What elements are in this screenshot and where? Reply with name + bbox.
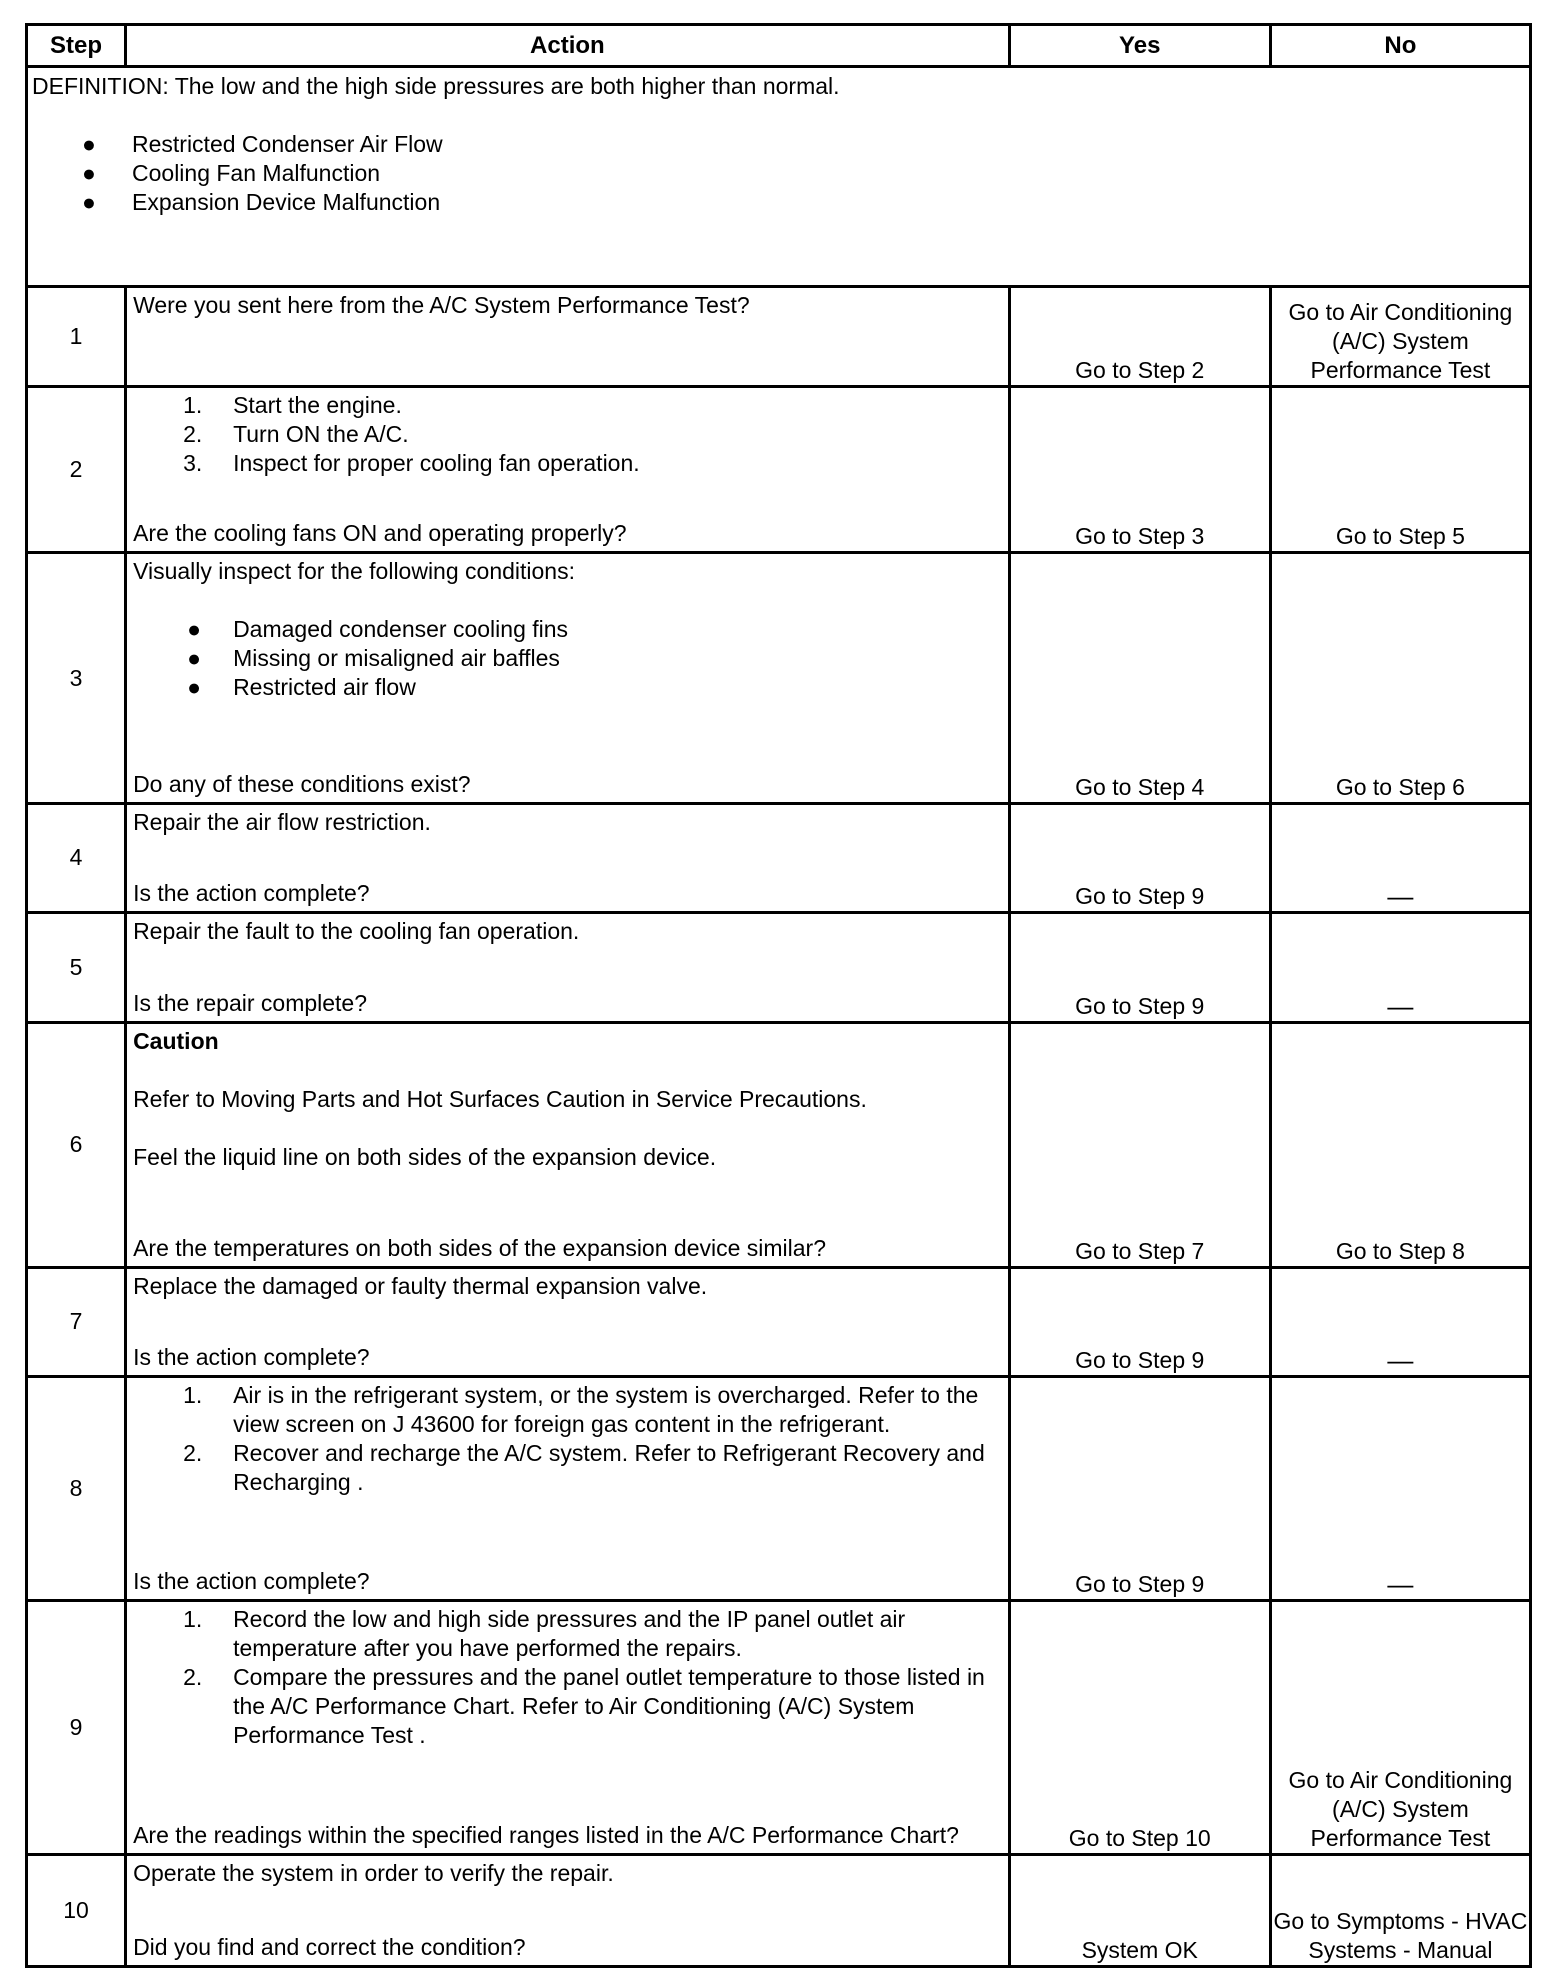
table-row	[27, 1022, 1531, 1267]
step-action	[126, 1022, 1010, 1267]
step-no: —	[1270, 1267, 1530, 1377]
step-action	[126, 1377, 1010, 1601]
table-row	[27, 803, 1531, 913]
list-item: 3. Inspect for proper cooling fan operation.	[183, 449, 640, 476]
step-number: 3	[27, 553, 126, 803]
step-intro: Operate the system in order to verify the repair.	[133, 1860, 614, 1887]
step-list	[133, 1605, 1002, 1750]
step-yes: Go to Step 2	[1009, 287, 1270, 386]
table-row	[27, 386, 1531, 553]
step-question: Were you sent here from the A/C System Performance Test?	[133, 292, 750, 319]
step-yes: Go to Step 9	[1009, 1267, 1270, 1377]
step-yes: Go to Step 9	[1009, 803, 1270, 913]
step-intro: Repair the air flow restriction.	[133, 808, 431, 835]
step-question: Are the cooling fans ON and operating properly?	[133, 520, 627, 547]
step-question: Are the readings within the specified ranges listed in the A/C Performance Chart?	[133, 1822, 959, 1849]
step-number: 9	[27, 1601, 126, 1855]
step-action	[126, 1855, 1010, 1967]
list-item: ● Restricted air flow	[187, 674, 416, 701]
step-number: 7	[27, 1267, 126, 1377]
list-item: ● Restricted Condenser Air Flow	[82, 131, 443, 158]
bullet-icon: ●	[82, 131, 96, 158]
step-no: —	[1270, 913, 1530, 1023]
diagnostic-table	[25, 23, 1532, 1968]
header-yes: Yes	[1009, 25, 1270, 67]
step-intro: Feel the liquid line on both sides of the expansion device.	[133, 1143, 717, 1170]
step-yes: Go to Step 10	[1009, 1601, 1270, 1855]
table-row	[27, 1855, 1531, 1967]
step-yes: System OK	[1009, 1855, 1270, 1967]
step-no: —	[1270, 1377, 1530, 1601]
step-number: 1	[27, 287, 126, 386]
step-yes: Go to Step 3	[1009, 386, 1270, 553]
table-row	[27, 1601, 1531, 1855]
header-row	[27, 25, 1531, 67]
definition-row	[27, 67, 1531, 287]
list-item: 1. Record the low and high side pressures and the IP panel outlet air temperature after you have performed the repairs.	[183, 1606, 906, 1662]
list-item: 1. Air is in the refrigerant system, or the system is overcharged. Refer to the view screen on J 43600 for foreign gas content in the refrigerant.	[183, 1382, 979, 1438]
definition-list	[32, 130, 1523, 217]
table-row	[27, 1377, 1531, 1601]
step-no: Go to Air Conditioning (A/C) System Performance Test	[1270, 1601, 1530, 1855]
list-item: 2. Compare the pressures and the panel outlet temperature to those listed in the A/C Performance Chart. Refer to Air Conditioning (A/C) System Performance Test .	[183, 1664, 985, 1749]
step-action	[126, 1601, 1010, 1855]
step-no: Go to Step 8	[1270, 1022, 1530, 1267]
step-question: Did you find and correct the condition?	[133, 1934, 526, 1960]
step-number: 6	[27, 1022, 126, 1267]
step-action	[126, 287, 1010, 386]
step-list	[133, 1381, 1002, 1497]
table-row	[27, 913, 1531, 1023]
step-yes: Go to Step 4	[1009, 553, 1270, 803]
list-item: 1. Start the engine.	[183, 391, 402, 418]
header-action: Action	[126, 25, 1010, 67]
bullet-icon: ●	[187, 674, 201, 701]
bullet-icon: ●	[187, 645, 201, 672]
step-bullets	[133, 615, 1002, 702]
step-action	[126, 803, 1010, 913]
step-number: 10	[27, 1855, 126, 1967]
step-no: Go to Air Conditioning (A/C) System Performance Test	[1270, 287, 1530, 386]
list-item: 2. Turn ON the A/C.	[183, 420, 409, 447]
step-yes: Go to Step 7	[1009, 1022, 1270, 1267]
bullet-icon: ●	[187, 616, 201, 643]
list-item: ● Missing or misaligned air baffles	[187, 645, 560, 672]
step-yes: Go to Step 9	[1009, 1377, 1270, 1601]
step-list	[133, 391, 1002, 478]
list-item: 2. Recover and recharge the A/C system. Refer to Refrigerant Recovery and Recharging .	[183, 1440, 985, 1496]
step-action	[126, 1267, 1010, 1377]
step-question: Is the action complete?	[133, 1344, 370, 1371]
bullet-icon: ●	[82, 189, 96, 216]
step-number: 5	[27, 913, 126, 1023]
step-action	[126, 913, 1010, 1023]
list-item: ● Expansion Device Malfunction	[82, 189, 441, 216]
step-question: Is the repair complete?	[133, 989, 368, 1016]
step-no: Go to Symptoms - HVAC Systems - Manual	[1270, 1855, 1530, 1967]
caution-heading: Caution	[133, 1027, 219, 1054]
step-no: Go to Step 6	[1270, 553, 1530, 803]
step-no: —	[1270, 803, 1530, 913]
step-intro: Repair the fault to the cooling fan operation.	[133, 918, 580, 945]
step-question: Is the action complete?	[133, 1568, 370, 1595]
step-question: Is the action complete?	[133, 880, 370, 907]
step-yes: Go to Step 9	[1009, 913, 1270, 1023]
definition-cell	[27, 67, 1531, 287]
header-no: No	[1270, 25, 1530, 67]
step-question: Are the temperatures on both sides of the expansion device similar?	[133, 1234, 827, 1261]
step-number: 4	[27, 803, 126, 913]
step-action	[126, 553, 1010, 803]
table-row	[27, 553, 1531, 803]
step-number: 8	[27, 1377, 126, 1601]
bullet-icon: ●	[82, 160, 96, 187]
caution-text: Refer to Moving Parts and Hot Surfaces Caution in Service Precautions.	[133, 1085, 867, 1112]
table-row	[27, 287, 1531, 386]
step-number: 2	[27, 386, 126, 553]
step-intro: Visually inspect for the following conditions:	[133, 558, 575, 585]
table-row	[27, 1267, 1531, 1377]
header-step: Step	[27, 25, 126, 67]
step-question: Do any of these conditions exist?	[133, 770, 471, 797]
list-item: ● Cooling Fan Malfunction	[82, 160, 381, 187]
step-action	[126, 386, 1010, 553]
step-no: Go to Step 5	[1270, 386, 1530, 553]
definition-text: DEFINITION: The low and the high side pressures are both higher than normal.	[32, 73, 840, 100]
step-intro: Replace the damaged or faulty thermal expansion valve.	[133, 1272, 708, 1299]
list-item: ● Damaged condenser cooling fins	[187, 616, 569, 643]
